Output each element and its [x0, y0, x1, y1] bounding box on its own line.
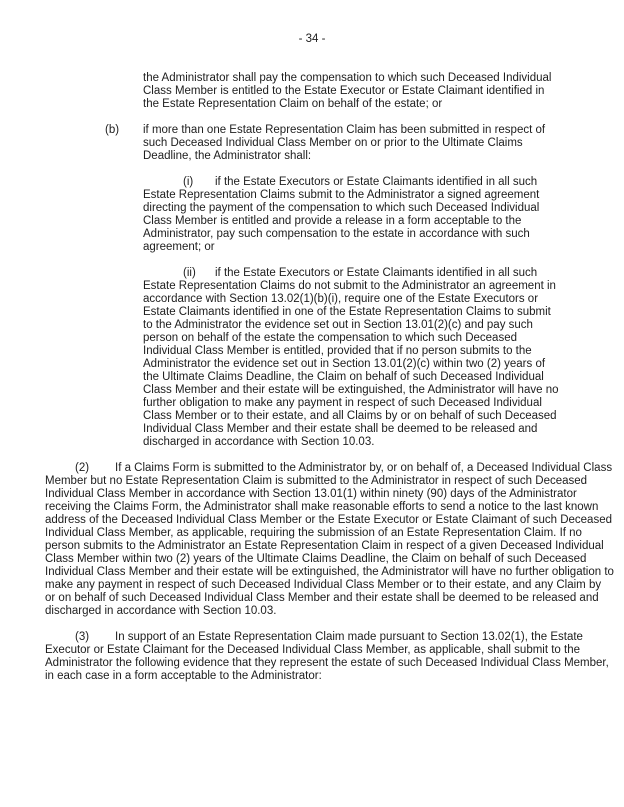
paragraph-clause-b — [105, 124, 559, 163]
paragraph-2-label: (2) — [75, 462, 90, 474]
clause-label-b: (b) — [105, 124, 120, 136]
subclause-label-i: (i) — [183, 176, 194, 188]
subclause-i-text: if the Estate Executors or Estate Claimants identified in all such Estate Representation Claims submit to the Administrator a signed agreement directing the payment of the compensation to which such Deceased Individual Class Member is entitled and provide a release in a form acceptable to the Administrator, pay such compensation to the estate in accordance with such agreement; or — [143, 176, 540, 253]
paragraph-2-text: If a Claims Form is submitted to the Administrator by, or on behalf of, a Deceased Individual Class Member but no Estate Representation Claim is submitted to the Administrator in respect of such Deceased Individual Class Member in accordance with Section 13.01(1) within ninety (90) days of the Administrator receiving the Claims Form, the Administrator shall make reasonable efforts to send a notice to the last known address of the Deceased Individual Class Member or the Estate Executor or Estate Claimant of such Deceased Individual Class Member, as applicable, requiring the submission of an Estate Representation Claim. If no person submits to the Administrator an Estate Representation Claim in respect of a given Deceased Individual Class Member within two (2) years of the Ultimate Claims Deadline, the Claim on behalf of such Deceased Individual Class Member and their estate will be extinguished, the Administrator will have no further obligation to make any payment in respect of such Deceased Individual Class Member or to their estate, and any Claim by or on behalf of such Deceased Individual Class Member and their estate shall be deemed to be released and discharged in accordance with Section 10.03. — [45, 462, 614, 617]
paragraph-3-text: In support of an Estate Representation Claim made pursuant to Section 13.02(1), the Estate Executor or Estate Claimant for the Deceased Individual Class Member, as applicable, shall submit to the Administrator the following evidence that they represent the estate of such Deceased Individual Class Member, in each case in a form acceptable to the Administrator: — [45, 631, 609, 682]
paragraph-2 — [45, 462, 614, 618]
document-body — [45, 72, 614, 696]
paragraph-subclause-ii — [143, 267, 559, 449]
paragraph-3-label: (3) — [75, 631, 90, 643]
subclause-label-ii: (ii) — [183, 267, 196, 279]
paragraph-clause-a-continuation: the Administrator shall pay the compensation to which such Deceased Individual Class Member is entitled to the Estate Executor or Estate Claimant identified in the Estate Representation Claim on behalf of the estate; or — [143, 72, 552, 110]
paragraph-subclause-i — [143, 176, 559, 254]
clause-b-text: if more than one Estate Representation Claim has been submitted in respect of such Deceased Individual Class Member on or prior to the Ultimate Claims Deadline, the Administrator shall: — [143, 124, 546, 162]
subclause-ii-text: if the Estate Executors or Estate Claimants identified in all such Estate Representation Claims do not submit to the Administrator an agreement in accordance with Section 13.02(1)(b)(i), require one of the Estate Executors or Estate Claimants identified in one of the Estate Representation Claims to submit to the Administrator the evidence set out in Section 13.01(2)(c) and pay such person on behalf of the estate the compensation to which such Deceased Individual Class Member is entitled, provided that if no person submits to the Administrator the evidence set out in Section 13.01(2)(c) within two (2) years of the Ultimate Claims Deadline, the Claim on behalf of such Deceased Individual Class Member and their estate will be extinguished, the Administrator will have no further obligation to make any payment in respect of such Deceased Individual Class Member or to their estate, and all Claims by or on behalf of such Deceased Individual Class Member and their estate shall be deemed to be released and discharged in accordance with Section 10.03. — [143, 267, 559, 448]
page-number: - 34 - — [298, 33, 326, 45]
paragraph-3 — [45, 631, 614, 683]
